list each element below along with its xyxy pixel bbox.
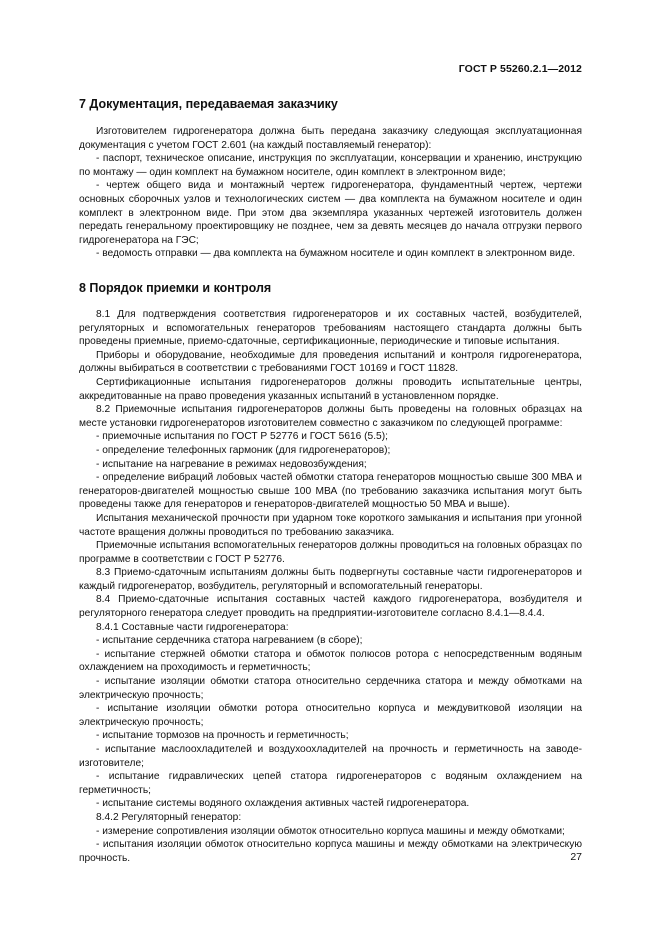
paragraph: - измерение сопротивления изоляции обмоток относительно корпуса машины и между обмотками; [96, 825, 565, 837]
paragraph: - испытание системы водяного охлаждения активных частей гидрогенератора. [96, 798, 470, 810]
paragraph: 8.3 Приемо-сдаточным испытаниям должны быть подвергнуты составные части гидрогенераторов и каждый гидрогенератор, возбудитель, регуляторный и вспомогательный генераторы. [79, 567, 582, 592]
paragraph: - испытание гидравлических цепей статора гидрогенераторов с водяным охлаждением на герметичность; [79, 771, 582, 796]
paragraph: 8.2 Приемочные испытания гидрогенераторов должны быть проведены на головных образцах на месте установки гидрогенераторов изготовителем совместно с заказчиком по следующей программе: [79, 404, 582, 429]
paragraph: Сертификационные испытания гидрогенераторов должны проводить испытательные центры, аккредитованные на право проведения указанных испытаний в установленном порядке. [79, 376, 582, 402]
paragraph: - чертеж общего вида и монтажный чертеж гидрогенератора, фундаментный чертеж, чертежи основных сборочных узлов и технологических систем — два комплекта на бумажном носителе и один комплект в электронном виде. При этом два экземпляра указанных чертежей изготовитель должен передать генеральному проектировщику не позднее, чем за девять месяцев до начала отгрузки первого гидрогенератора на ГЭС; [79, 180, 582, 246]
paragraph: - испытание изоляции обмотки статора относительно сердечника статора и между обмотками на электрическую прочность; [79, 676, 582, 701]
paragraph: - определение телефонных гармоник (для гидрогенераторов); [96, 444, 391, 456]
section-7-title: 7 Документация, передаваемая заказчику [79, 97, 338, 111]
paragraph: 8.4.1 Составные части гидрогенератора: [96, 621, 289, 633]
paragraph: Приборы и оборудование, необходимые для проведения испытаний и контроля гидрогенератора, должны выбираться в соответствии с требованиями ГОСТ 10169 и ГОСТ 11828. [79, 349, 582, 375]
section-8-body [79, 308, 582, 865]
paragraph: - испытание стержней обмотки статора и обмоток полюсов ротора с непосредственным водяным охлаждением на проходимость и герметичность; [79, 648, 582, 674]
paragraph: - испытания изоляции обмоток относительно корпуса машины и между обмотками на электрическую прочность. [79, 839, 582, 864]
section-8-title: 8 Порядок приемки и контроля [79, 281, 272, 295]
document-code-header: ГОСТ Р 55260.2.1—2012 [458, 63, 582, 75]
paragraph: 8.4.2 Регуляторный генератор: [96, 811, 242, 823]
paragraph: - паспорт, техническое описание, инструкция по эксплуатации, консервации и хранению, инструкцию по монтажу — один комплект на бумажном носителе, один комплект в электронном виде; [79, 153, 582, 178]
paragraph: - приемочные испытания по ГОСТ Р 52776 и ГОСТ 5616 (5.5); [96, 431, 388, 443]
paragraph: - испытание сердечника статора нагреванием (в сборе); [96, 635, 363, 647]
paragraph: 8.4 Приемо-сдаточные испытания составных частей каждого гидрогенератора, возбудителя и регуляторного генератора следует проводить на предприятии-изготовителе согласно 8.4.1—8.4.4. [79, 594, 582, 620]
paragraph: - испытание на нагревание в режимах недовозбуждения; [96, 458, 367, 470]
paragraph: Приемочные испытания вспомогательных генераторов должны проводиться на головных образцах по программе в соответствии с ГОСТ Р 52776. [79, 540, 582, 565]
page-number: 27 [570, 851, 582, 863]
paragraph: - определение вибраций лобовых частей обмотки статора генераторов мощностью свыше 300 МВА и генераторов-двигателей мощностью свыше 100 МВА (по требованию заказчика испытания могут быть проведены также для генераторов и генераторов-двигателей мощностью 50 МВА и выше). [79, 472, 582, 511]
paragraph: Изготовителем гидрогенератора должна быть передана заказчику следующая эксплуатационная документация с учетом ГОСТ 2.601 (на каждый поставляемый генератор): [79, 126, 582, 151]
paragraph: 8.1 Для подтверждения соответствия гидрогенераторов и их составных частей, возбудителей, регуляторных и вспомогательных генераторов требованиям настоящего стандарта должны быть проведены приемные, приемо-сдаточные, сертификационные, периодические и типовые испытания. [79, 309, 582, 348]
paragraph: - ведомость отправки — два комплекта на бумажном носителе и один комплект в электронном виде. [96, 248, 576, 260]
paragraph: - испытание маслоохладителей и воздухоохладителей на прочность и герметичность на заводе-изготовителе; [79, 744, 582, 769]
paragraph: Испытания механической прочности при ударном токе короткого замыкания и испытания при угонной частоте вращения должны проводиться по требованию заказчика. [79, 512, 582, 538]
section-7-body [79, 125, 582, 261]
paragraph: - испытание тормозов на прочность и герметичность; [96, 730, 349, 742]
paragraph: - испытание изоляции обмотки ротора относительно корпуса и междувитковой изоляции на электрическую прочность; [79, 703, 582, 728]
